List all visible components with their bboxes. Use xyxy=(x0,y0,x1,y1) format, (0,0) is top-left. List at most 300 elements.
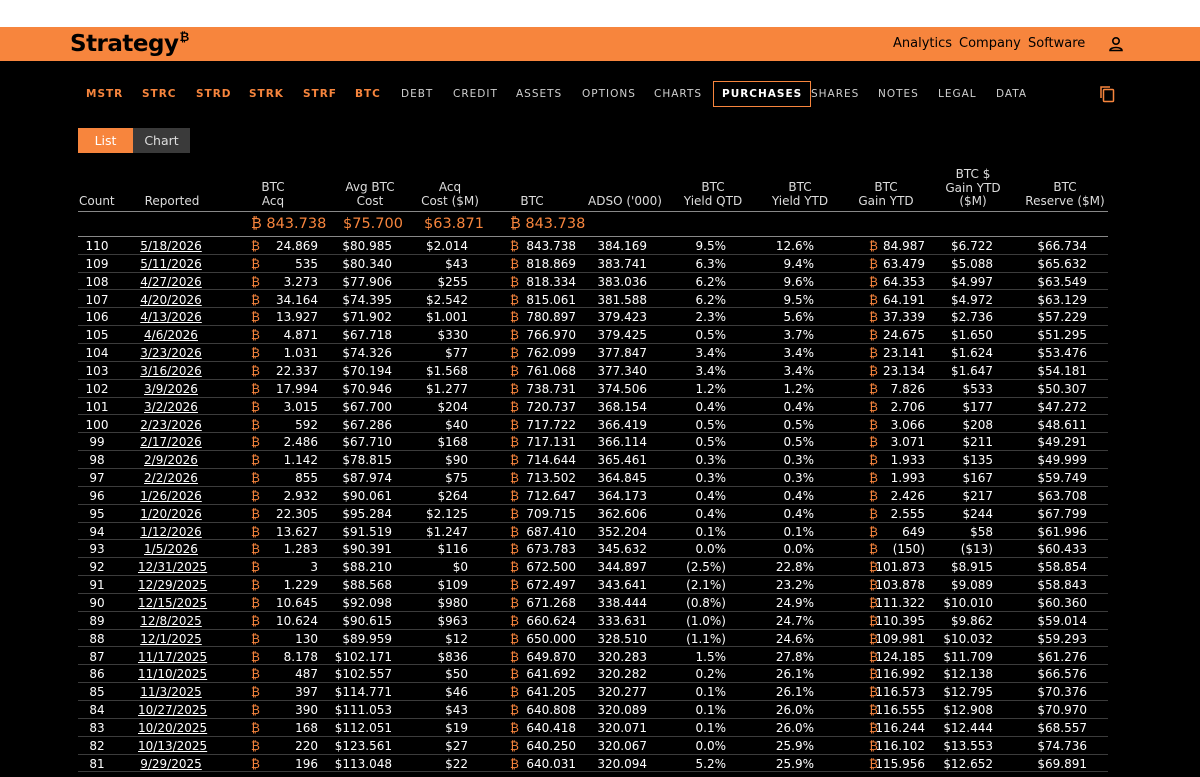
cell-btc: 649.870 xyxy=(526,649,576,664)
cell-count: 99 xyxy=(89,435,105,450)
cell-btc-usd-gain-ytd: $12.908 xyxy=(943,703,993,718)
cell-adso: 368.154 xyxy=(597,399,647,414)
cell-btc: 780.897 xyxy=(526,310,576,325)
nav-analytics[interactable]: Analytics xyxy=(893,36,953,51)
btc-symbol: ₿ xyxy=(869,381,878,396)
cell-acq-cost: $836 xyxy=(437,649,468,664)
cell-btc-yield-qtd: (1.0%) xyxy=(686,613,726,628)
cell-btc-reserve: $69.891 xyxy=(1037,756,1087,771)
cell-btc-gain-ytd: 109.981 xyxy=(875,631,925,646)
table-row xyxy=(78,237,1108,255)
header-btc-usd-gain-ytd[interactable]: BTC $ Gain YTD ($M) xyxy=(945,167,1001,208)
btc-symbol: ₿ xyxy=(510,703,519,718)
cell-btc-gain-ytd: 37.339 xyxy=(883,310,925,325)
btc-symbol: ₿ xyxy=(510,631,519,646)
cell-reported[interactable]: 12/31/2025 xyxy=(138,560,208,575)
cell-btc: 720.737 xyxy=(526,399,576,414)
cell-btc: 641.205 xyxy=(526,685,576,700)
cell-reported[interactable]: 2/2/2026 xyxy=(144,471,198,486)
cell-reported[interactable]: 9/29/2025 xyxy=(140,756,202,771)
cell-btc-yield-qtd: 0.1% xyxy=(695,685,726,700)
tab-credit[interactable]: CREDIT xyxy=(453,88,498,100)
btc-symbol: ₿ xyxy=(510,239,519,253)
cell-count: 95 xyxy=(89,506,105,521)
cell-reported[interactable]: 3/23/2026 xyxy=(140,346,202,361)
table-row xyxy=(78,523,1108,541)
cell-btc-yield-ytd: 0.4% xyxy=(783,399,814,414)
cell-avg-btc-cost: $90.391 xyxy=(342,542,392,557)
cell-btc-usd-gain-ytd: $12.138 xyxy=(943,667,993,682)
cell-btc-yield-ytd: 9.4% xyxy=(783,256,814,271)
cell-avg-btc-cost: $80.985 xyxy=(342,239,392,253)
cell-btc-gain-ytd: 64.353 xyxy=(883,274,925,289)
btc-symbol: ₿ xyxy=(869,274,878,289)
cell-avg-btc-cost: $88.568 xyxy=(342,578,392,593)
cell-btc-usd-gain-ytd: $10.032 xyxy=(943,631,993,646)
cell-reported[interactable]: 4/6/2026 xyxy=(144,328,198,343)
summary-btc: ₿ 843.738 xyxy=(510,216,586,232)
tab-assets[interactable]: ASSETS xyxy=(516,88,563,100)
table-row xyxy=(78,755,1108,773)
cell-reported[interactable]: 11/17/2025 xyxy=(138,649,208,664)
cell-btc-yield-qtd: 0.5% xyxy=(695,435,726,450)
cell-btc-gain-ytd: 111.322 xyxy=(875,596,925,610)
cell-btc-usd-gain-ytd: $208 xyxy=(962,417,993,432)
chart-view-button[interactable]: Chart xyxy=(133,128,190,153)
header-avg-btc-cost[interactable]: Avg BTC Cost xyxy=(345,180,395,208)
cell-btc-acq: 1.142 xyxy=(283,453,318,468)
table-row xyxy=(78,576,1108,594)
table-row xyxy=(78,630,1108,648)
cell-btc-yield-ytd: 0.3% xyxy=(783,471,814,486)
cell-reported[interactable]: 12/8/2025 xyxy=(140,613,202,628)
cell-btc-gain-ytd: 1.993 xyxy=(890,471,925,486)
cell-btc-yield-qtd: 0.1% xyxy=(695,720,726,735)
cell-btc-acq: 22.305 xyxy=(276,506,318,521)
btc-symbol: ₿ xyxy=(251,703,260,718)
cell-btc-gain-ytd: 116.244 xyxy=(875,720,925,735)
cell-avg-btc-cost: $95.284 xyxy=(342,506,392,521)
cell-avg-btc-cost: $67.286 xyxy=(342,417,392,432)
cell-reported[interactable]: 2/23/2026 xyxy=(140,417,202,432)
cell-btc-gain-ytd: 103.878 xyxy=(875,578,925,593)
cell-avg-btc-cost: $77.906 xyxy=(342,274,392,289)
cell-btc-yield-ytd: 0.5% xyxy=(783,435,814,450)
tab-debt[interactable]: DEBT xyxy=(401,88,434,100)
table-row xyxy=(78,451,1108,469)
cell-btc-yield-ytd: 0.0% xyxy=(783,542,814,557)
cell-count: 110 xyxy=(85,239,109,253)
btc-symbol: ₿ xyxy=(510,488,519,503)
cell-adso: 366.114 xyxy=(597,435,647,450)
cell-reported[interactable]: 4/27/2026 xyxy=(140,274,202,289)
header-btc[interactable]: BTC xyxy=(520,194,544,208)
btc-symbol: ₿ xyxy=(251,363,260,378)
cell-btc-acq: 17.994 xyxy=(276,381,318,396)
btc-symbol: ₿ xyxy=(869,399,878,414)
table-row xyxy=(78,380,1108,398)
cell-reported[interactable]: 12/29/2025 xyxy=(138,578,208,593)
header-count[interactable]: Count xyxy=(79,194,115,208)
cell-btc-yield-qtd: 3.4% xyxy=(695,346,726,361)
cell-reported[interactable]: 4/20/2026 xyxy=(140,292,202,307)
tab-btc[interactable]: BTC xyxy=(355,88,381,100)
cell-btc-yield-qtd: 5.2% xyxy=(695,756,726,771)
btc-symbol: ₿ xyxy=(251,613,260,628)
cell-btc-yield-ytd: 0.1% xyxy=(783,524,814,539)
cell-btc-yield-qtd: (1.1%) xyxy=(686,631,726,646)
table-row xyxy=(78,558,1108,576)
summary-acq-cost: $63.871 xyxy=(424,216,484,232)
cell-avg-btc-cost: $87.974 xyxy=(342,471,392,486)
cell-avg-btc-cost: $89.959 xyxy=(342,631,392,646)
table-row xyxy=(78,308,1108,326)
cell-btc: 738.731 xyxy=(526,381,576,396)
cell-count: 88 xyxy=(89,631,105,646)
cell-avg-btc-cost: $70.946 xyxy=(342,381,392,396)
btc-symbol: ₿ xyxy=(510,720,519,735)
btc-symbol: ₿ xyxy=(251,274,260,289)
cell-btc-gain-ytd: 116.573 xyxy=(875,685,925,700)
cell-count: 91 xyxy=(89,578,105,593)
cell-btc-acq: 855 xyxy=(295,471,318,486)
cell-btc-gain-ytd: 3.066 xyxy=(890,417,925,432)
header-btc-reserve[interactable]: BTC Reserve ($M) xyxy=(1025,180,1105,208)
cell-btc-acq: 390 xyxy=(295,703,318,718)
cell-btc-yield-qtd: 0.4% xyxy=(695,488,726,503)
tab-strk[interactable]: STRK xyxy=(249,88,284,100)
cell-adso: 383.036 xyxy=(597,274,647,289)
cell-count: 81 xyxy=(89,756,105,771)
cell-btc-usd-gain-ytd: $12.795 xyxy=(943,685,993,700)
btc-symbol: ₿ xyxy=(869,488,878,503)
header-btc-yield-ytd[interactable]: BTC Yield YTD xyxy=(771,180,829,208)
list-view-button[interactable]: List xyxy=(78,128,133,153)
cell-btc-gain-ytd: (150) xyxy=(892,542,925,557)
cell-avg-btc-cost: $102.557 xyxy=(334,667,392,682)
table-row xyxy=(78,505,1108,523)
cell-acq-cost: $75 xyxy=(445,471,468,486)
cell-btc-gain-ytd: 116.555 xyxy=(875,703,925,718)
cell-btc-usd-gain-ytd: $177 xyxy=(962,399,993,414)
cell-acq-cost: $1.001 xyxy=(426,310,468,325)
btc-symbol: ₿ xyxy=(251,578,260,593)
cell-btc-usd-gain-ytd: $10.010 xyxy=(943,596,993,610)
cell-btc-yield-ytd: 0.3% xyxy=(783,453,814,468)
cell-btc-acq: 3 xyxy=(310,560,318,575)
btc-symbol: ₿ xyxy=(251,310,260,325)
btc-symbol: ₿ xyxy=(869,667,878,682)
header-btc-acq[interactable]: BTC Acq xyxy=(261,180,285,208)
cell-count: 97 xyxy=(89,471,105,486)
cell-btc-usd-gain-ytd: $1.624 xyxy=(951,346,993,361)
cell-btc: 672.497 xyxy=(526,578,576,593)
tab-shares[interactable]: SHARES xyxy=(811,88,860,100)
header-adso[interactable]: ADSO ('000) xyxy=(588,194,662,208)
btc-symbol: ₿ xyxy=(251,453,260,468)
cell-btc-yield-ytd: 3.4% xyxy=(783,363,814,378)
tab-mstr[interactable]: MSTR xyxy=(86,88,124,100)
cell-btc: 660.624 xyxy=(526,613,576,628)
header-acq-cost[interactable]: Acq Cost ($M) xyxy=(421,180,479,208)
cell-acq-cost: $0 xyxy=(452,560,468,575)
cell-btc: 640.250 xyxy=(526,738,576,753)
table-row xyxy=(78,433,1108,451)
cell-btc-reserve: $54.181 xyxy=(1037,363,1087,378)
btc-symbol: ₿ xyxy=(510,292,519,307)
btc-symbol: ₿ xyxy=(251,417,260,432)
cell-reported[interactable]: 2/17/2026 xyxy=(140,435,202,450)
cell-avg-btc-cost: $92.098 xyxy=(342,596,392,610)
btc-symbol: ₿ xyxy=(869,453,878,468)
table-row xyxy=(78,362,1108,380)
btc-symbol: ₿ xyxy=(869,685,878,700)
tab-strd[interactable]: STRD xyxy=(196,88,232,100)
cell-acq-cost: $1.277 xyxy=(426,381,468,396)
cell-btc-usd-gain-ytd: $58 xyxy=(970,524,993,539)
cell-btc-usd-gain-ytd: $6.722 xyxy=(951,239,993,253)
cell-acq-cost: $1.568 xyxy=(426,363,468,378)
cell-reported[interactable]: 4/13/2026 xyxy=(140,310,202,325)
cell-btc-yield-qtd: (2.5%) xyxy=(686,560,726,575)
cell-btc: 672.500 xyxy=(526,560,576,575)
cell-adso: 338.444 xyxy=(597,596,647,610)
header-btc-yield-qtd[interactable]: BTC Yield QTD xyxy=(683,180,743,208)
cell-acq-cost: $2.014 xyxy=(426,239,468,253)
cell-btc-yield-qtd: 3.4% xyxy=(695,363,726,378)
cell-btc-usd-gain-ytd: $5.088 xyxy=(951,256,993,271)
cell-btc-reserve: $50.307 xyxy=(1037,381,1087,396)
cell-reported[interactable]: 5/11/2026 xyxy=(140,256,202,271)
table-row xyxy=(78,273,1108,291)
cell-adso: 345.632 xyxy=(597,542,647,557)
cell-btc: 641.692 xyxy=(526,667,576,682)
cell-btc-yield-qtd: 6.2% xyxy=(695,274,726,289)
cell-count: 104 xyxy=(85,346,109,361)
tab-options[interactable]: OPTIONS xyxy=(582,88,636,100)
btc-symbol: ₿ xyxy=(869,542,878,557)
cell-adso: 379.423 xyxy=(597,310,647,325)
cell-avg-btc-cost: $70.194 xyxy=(342,363,392,378)
browser-top-strip xyxy=(0,0,1200,27)
btc-symbol: ₿ xyxy=(251,292,260,307)
cell-count: 93 xyxy=(89,542,105,557)
cell-btc-usd-gain-ytd: $135 xyxy=(962,453,993,468)
cell-btc-acq: 13.927 xyxy=(276,310,318,325)
cell-acq-cost: $168 xyxy=(437,435,468,450)
header-reported[interactable]: Reported xyxy=(144,194,200,208)
strategy-logo[interactable]: Strategy₿ xyxy=(70,30,189,57)
table-row xyxy=(78,612,1108,630)
cell-count: 83 xyxy=(89,720,105,735)
cell-btc-acq: 10.624 xyxy=(276,613,318,628)
cell-reported[interactable]: 11/3/2025 xyxy=(140,685,202,700)
cell-count: 94 xyxy=(89,524,105,539)
cell-btc-yield-ytd: 22.8% xyxy=(775,560,814,575)
cell-avg-btc-cost: $114.771 xyxy=(334,685,392,700)
cell-btc-yield-qtd: 1.2% xyxy=(695,381,726,396)
cell-btc-acq: 196 xyxy=(295,756,318,771)
cell-reported[interactable]: 11/10/2025 xyxy=(138,667,208,682)
cell-btc: 713.502 xyxy=(526,471,576,486)
cell-adso: 377.340 xyxy=(597,363,647,378)
btc-symbol: ₿ xyxy=(251,256,260,271)
cell-reported[interactable]: 1/12/2026 xyxy=(140,524,202,539)
cell-btc-reserve: $61.276 xyxy=(1037,649,1087,664)
cell-count: 105 xyxy=(85,328,109,343)
table-row xyxy=(78,594,1108,612)
cell-btc-yield-ytd: 5.6% xyxy=(783,310,814,325)
cell-btc-reserve: $66.576 xyxy=(1037,667,1087,682)
btc-symbol: ₿ xyxy=(510,328,519,343)
cell-btc: 673.783 xyxy=(526,542,576,557)
cell-btc-acq: 1.229 xyxy=(283,578,318,593)
cell-adso: 381.588 xyxy=(597,292,647,307)
cell-btc: 640.031 xyxy=(526,756,576,771)
cell-btc-reserve: $63.549 xyxy=(1037,274,1087,289)
btc-symbol: ₿ xyxy=(251,488,260,503)
cell-btc-acq: 397 xyxy=(295,685,318,700)
cell-btc-yield-ytd: 12.6% xyxy=(775,239,814,253)
cell-avg-btc-cost: $112.051 xyxy=(334,720,392,735)
cell-btc-yield-qtd: 2.3% xyxy=(695,310,726,325)
btc-symbol: ₿ xyxy=(510,506,519,521)
btc-symbol: ₿ xyxy=(510,417,519,432)
cell-btc-yield-qtd: 0.2% xyxy=(695,667,726,682)
cell-btc-acq: 10.645 xyxy=(276,596,318,610)
cell-avg-btc-cost: $90.061 xyxy=(342,488,392,503)
tab-legal[interactable]: LEGAL xyxy=(938,88,977,100)
btc-symbol: ₿ xyxy=(510,578,519,593)
table-row xyxy=(78,648,1108,666)
user-icon[interactable] xyxy=(1107,35,1125,53)
btc-symbol: ₿ xyxy=(869,703,878,718)
cell-reported[interactable]: 12/1/2025 xyxy=(140,631,202,646)
cell-btc-reserve: $65.632 xyxy=(1037,256,1087,271)
cell-count: 84 xyxy=(89,703,105,718)
cell-reported[interactable]: 3/2/2026 xyxy=(144,399,198,414)
tab-data[interactable]: DATA xyxy=(996,88,1028,100)
cell-btc-yield-qtd: 0.4% xyxy=(695,399,726,414)
table-row xyxy=(78,737,1108,755)
cell-btc-gain-ytd: 84.987 xyxy=(883,239,925,253)
cell-btc-yield-ytd: 25.9% xyxy=(775,738,814,753)
cell-reported[interactable]: 1/26/2026 xyxy=(140,488,202,503)
cell-btc-acq: 4.871 xyxy=(283,328,318,343)
site-header xyxy=(0,27,1200,61)
cell-reported[interactable]: 3/9/2026 xyxy=(144,381,198,396)
cell-btc-yield-ytd: 27.8% xyxy=(775,649,814,664)
cell-btc-usd-gain-ytd: $2.736 xyxy=(951,310,993,325)
cell-btc-yield-ytd: 3.7% xyxy=(783,328,814,343)
tab-strf[interactable]: STRF xyxy=(303,88,337,100)
cell-btc-gain-ytd: 2.555 xyxy=(890,506,925,521)
table-row xyxy=(78,701,1108,719)
cell-reported[interactable]: 10/27/2025 xyxy=(138,703,208,718)
cell-acq-cost: $109 xyxy=(437,578,468,593)
cell-btc-acq: 2.486 xyxy=(283,435,318,450)
btc-symbol: ₿ xyxy=(869,649,878,664)
cell-btc-usd-gain-ytd: $167 xyxy=(962,471,993,486)
cell-btc-gain-ytd: 115.956 xyxy=(875,756,925,771)
tab-notes[interactable]: NOTES xyxy=(878,88,919,100)
cell-avg-btc-cost: $80.340 xyxy=(342,256,392,271)
cell-btc-acq: 13.627 xyxy=(276,524,318,539)
cell-avg-btc-cost: $71.902 xyxy=(342,310,392,325)
btc-symbol: ₿ xyxy=(251,542,260,557)
btc-symbol: ₿ xyxy=(251,346,260,361)
cell-btc-reserve: $68.557 xyxy=(1037,720,1087,735)
cell-btc-gain-ytd: 2.706 xyxy=(890,399,925,414)
btc-symbol: ₿ xyxy=(869,328,878,343)
cell-adso: 364.845 xyxy=(597,471,647,486)
cell-btc-yield-qtd: 1.5% xyxy=(695,649,726,664)
cell-acq-cost: $46 xyxy=(445,685,468,700)
table-row xyxy=(78,344,1108,362)
cell-reported[interactable]: 1/5/2026 xyxy=(144,542,198,557)
cell-btc-acq: 3.273 xyxy=(283,274,318,289)
cell-acq-cost: $116 xyxy=(437,542,468,557)
btc-symbol: ₿ xyxy=(251,756,260,771)
cell-reported[interactable]: 10/20/2025 xyxy=(138,720,208,735)
cell-btc-yield-ytd: 3.4% xyxy=(783,346,814,361)
cell-btc: 843.738 xyxy=(526,239,576,253)
cell-btc-gain-ytd: 116.102 xyxy=(875,738,925,753)
tab-strc[interactable]: STRC xyxy=(142,88,177,100)
cell-btc: 714.644 xyxy=(526,453,576,468)
copy-icon[interactable] xyxy=(1099,85,1116,103)
btc-symbol: ₿ xyxy=(510,363,519,378)
cell-btc-usd-gain-ytd: $211 xyxy=(962,435,993,450)
cell-avg-btc-cost: $88.210 xyxy=(342,560,392,575)
nav-software[interactable]: Software xyxy=(1028,36,1086,51)
cell-avg-btc-cost: $67.718 xyxy=(342,328,392,343)
cell-btc-usd-gain-ytd: $9.089 xyxy=(951,578,993,593)
cell-reported[interactable]: 3/16/2026 xyxy=(140,363,202,378)
table-row xyxy=(78,326,1108,344)
btc-symbol: ₿ xyxy=(869,471,878,486)
btc-symbol: ₿ xyxy=(510,346,519,361)
cell-count: 96 xyxy=(89,488,105,503)
tab-charts[interactable]: CHARTS xyxy=(654,88,703,100)
cell-reported[interactable]: 10/13/2025 xyxy=(138,738,208,753)
cell-btc: 640.418 xyxy=(526,720,576,735)
cell-count: 102 xyxy=(85,381,109,396)
cell-adso: 362.606 xyxy=(597,506,647,521)
cell-btc-reserve: $59.293 xyxy=(1037,631,1087,646)
nav-company[interactable]: Company xyxy=(959,36,1021,51)
cell-btc-usd-gain-ytd: $12.652 xyxy=(943,756,993,771)
btc-symbol: ₿ xyxy=(869,596,878,610)
btc-symbol: ₿ xyxy=(510,274,519,289)
cell-btc-reserve: $57.229 xyxy=(1037,310,1087,325)
tab-purchases[interactable]: PURCHASES xyxy=(713,81,811,107)
btc-symbol: ₿ xyxy=(251,381,260,396)
cell-btc-yield-ytd: 25.9% xyxy=(775,756,814,771)
cell-reported[interactable]: 5/18/2026 xyxy=(140,239,202,253)
cell-count: 100 xyxy=(85,417,109,432)
cell-reported[interactable]: 12/15/2025 xyxy=(138,596,208,610)
btc-symbol: ₿ xyxy=(869,578,878,593)
table-row xyxy=(78,398,1108,416)
cell-adso: 366.419 xyxy=(597,417,647,432)
btc-symbol: ₿ xyxy=(869,560,878,575)
cell-reported[interactable]: 1/20/2026 xyxy=(140,506,202,521)
cell-reported[interactable]: 2/9/2026 xyxy=(144,453,198,468)
header-btc-gain-ytd[interactable]: BTC Gain YTD xyxy=(858,180,914,208)
cell-btc-reserve: $66.734 xyxy=(1037,239,1087,253)
cell-btc-yield-ytd: 9.6% xyxy=(783,274,814,289)
